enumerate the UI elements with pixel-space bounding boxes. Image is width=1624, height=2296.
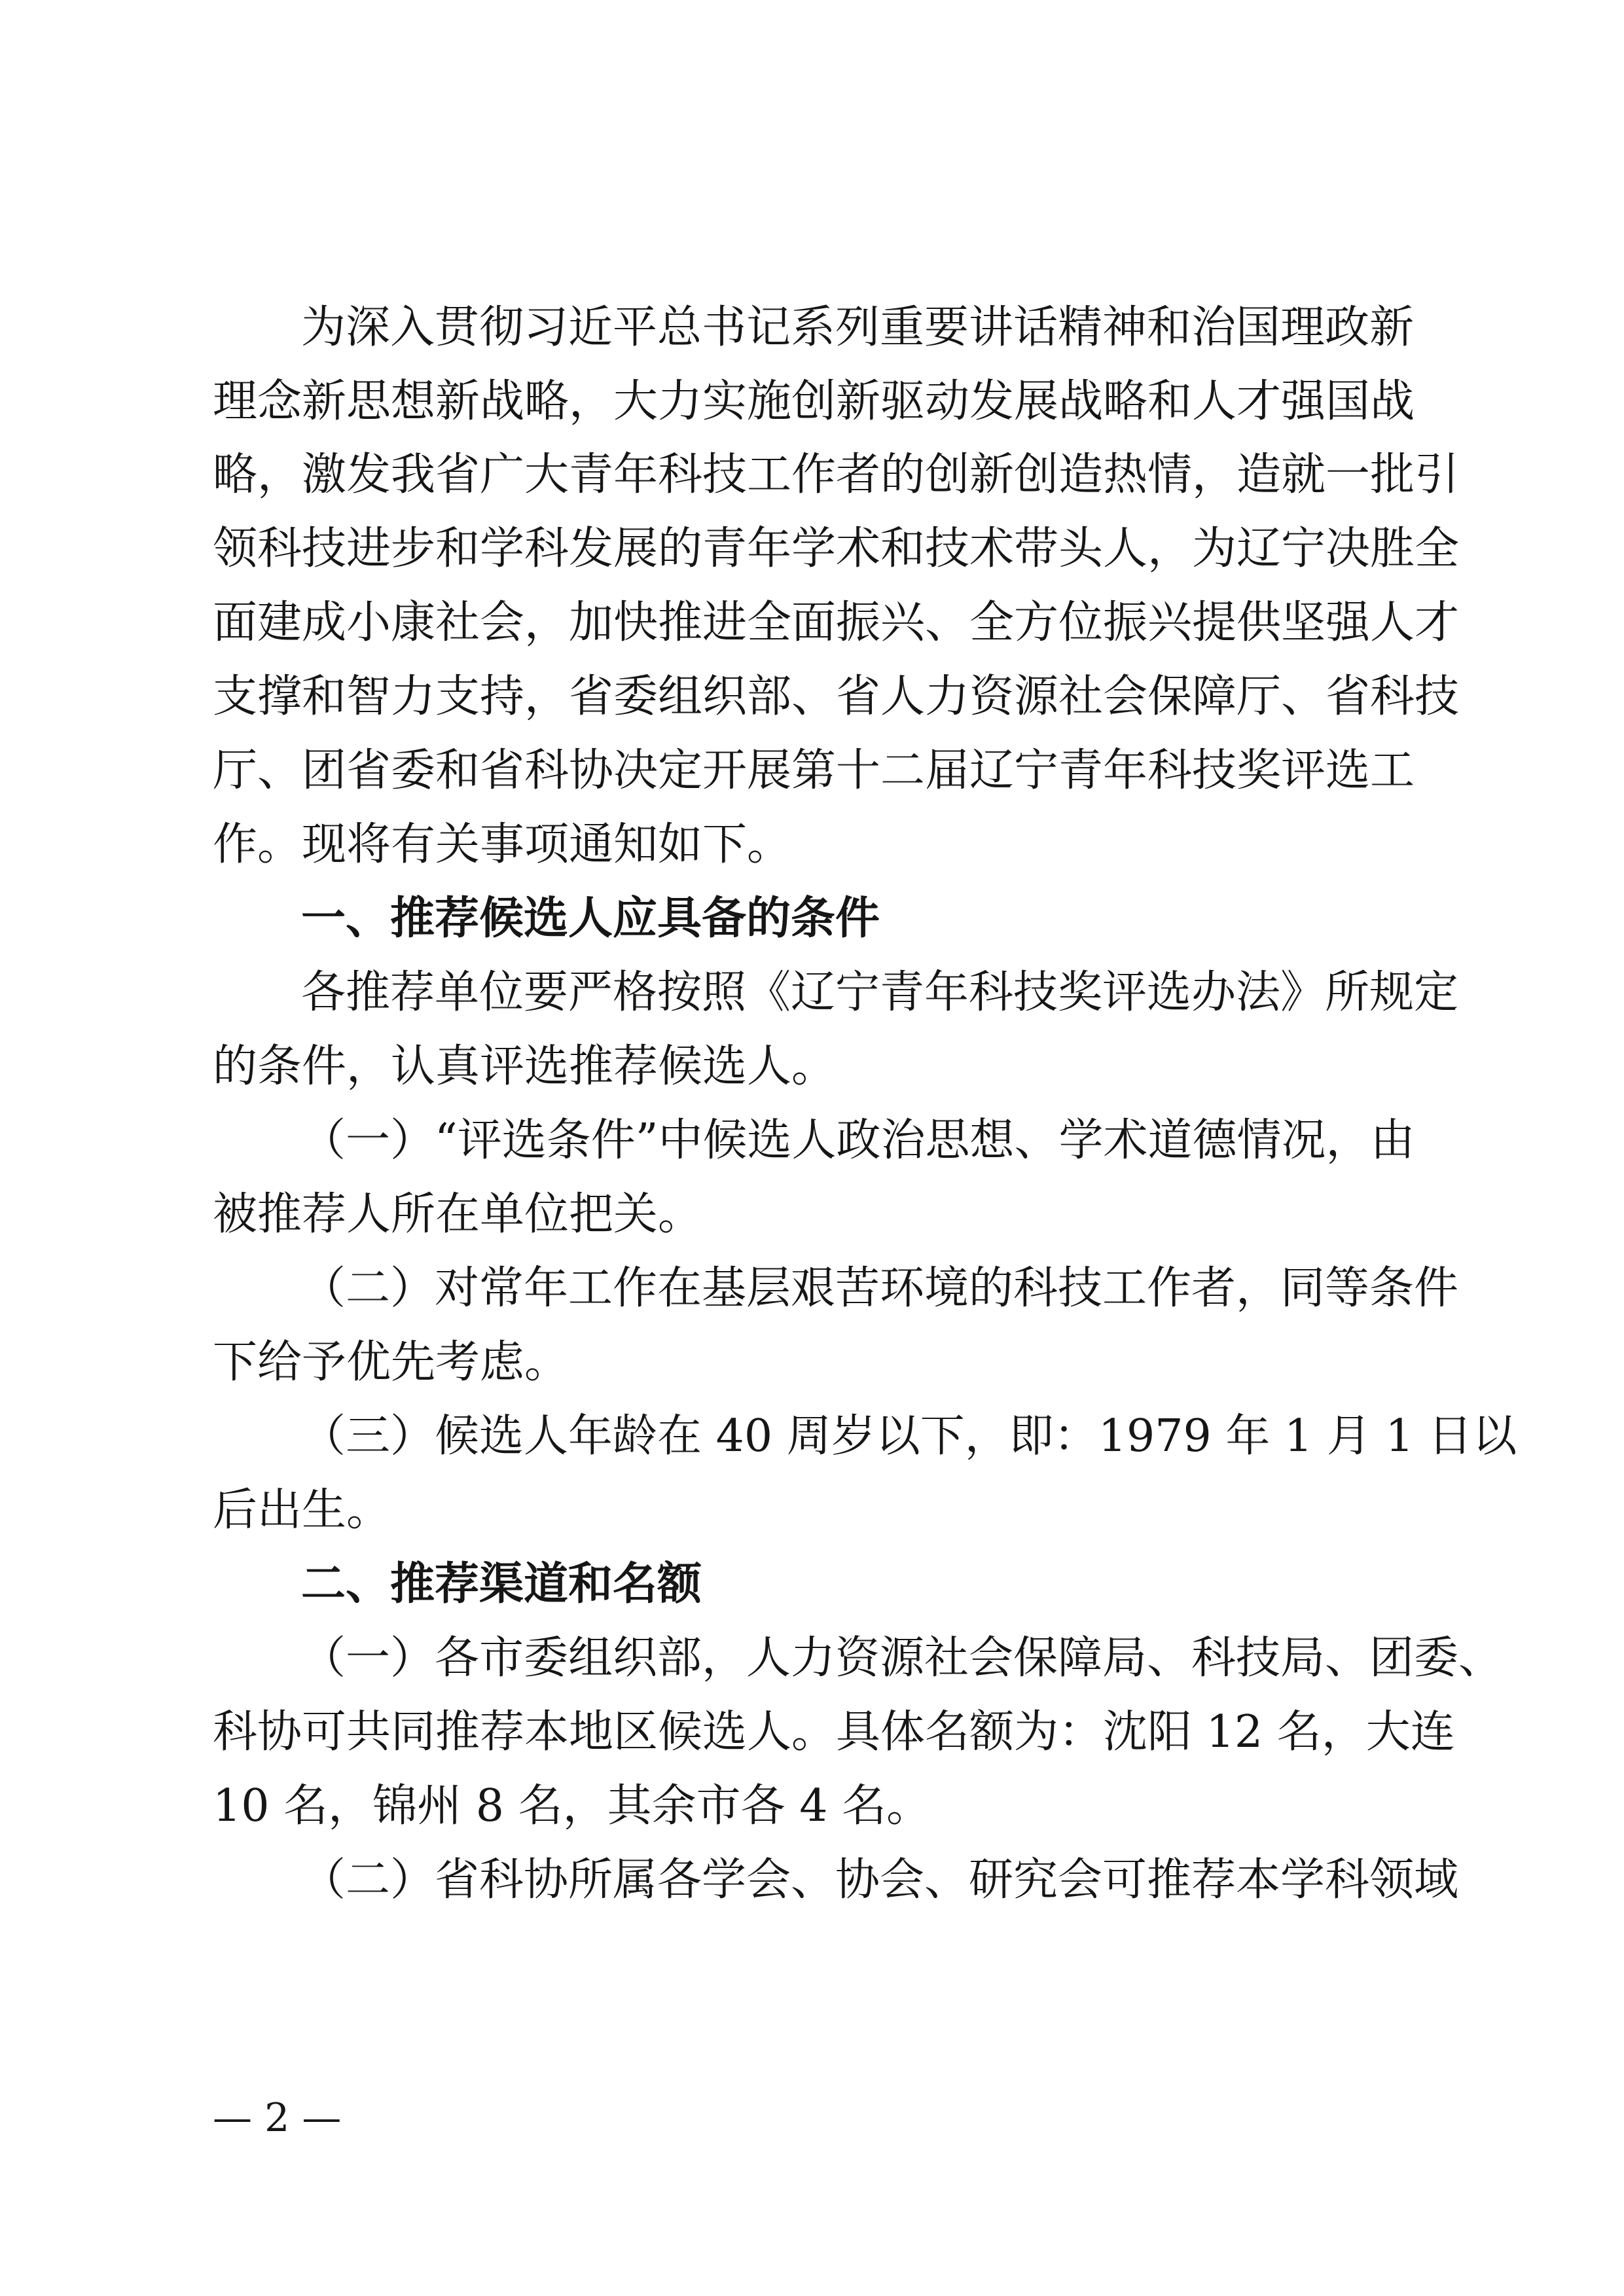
section-heading: 一、推荐候选人应具备的条件 — [301, 893, 880, 944]
body-text-line: 被推荐人所在单位把关。 — [213, 1189, 703, 1240]
body-text-line: 10 名，锦州 8 名，其余市各 4 名。 — [213, 1780, 931, 1832]
body-text-line: （一）各市委组织部，人力资源社会保障局、科技局、团委、 — [301, 1632, 1504, 1684]
body-text-line: 为深入贯彻习近平总书记系列重要讲话精神和治国理政新 — [301, 302, 1415, 353]
body-text-line: 厅、团省委和省科协决定开展第十二届辽宁青年科技奖评选工 — [213, 745, 1415, 797]
body-text-line: 领科技进步和学科发展的青年学术和技术带头人，为辽宁决胜全 — [213, 523, 1460, 575]
body-text-line: 科协可共同推荐本地区候选人。具体名额为：沈阳 12 名，大连 — [213, 1706, 1455, 1758]
body-text-line: 支撑和智力支持，省委组织部、省人力资源社会保障厅、省科技 — [213, 671, 1460, 723]
body-text-line: （三）候选人年龄在 40 周岁以下，即：1979 年 1 月 1 日以 — [301, 1410, 1517, 1462]
body-text-line: 后出生。 — [213, 1484, 391, 1536]
body-text-line: 下给予优先考虑。 — [213, 1336, 569, 1388]
body-text-line: （二）省科协所属各学会、协会、研究会可推荐本学科领域 — [301, 1854, 1459, 1906]
body-text-line: （一）“评选条件”中候选人政治思想、学术道德情况，由 — [301, 1115, 1415, 1166]
page-number: — 2 — — [213, 2095, 342, 2141]
body-text-line: 各推荐单位要严格按照《辽宁青年科技奖评选办法》所规定 — [301, 967, 1459, 1018]
section-heading: 二、推荐渠道和名额 — [301, 1558, 702, 1610]
body-text-line: 理念新思想新战略，大力实施创新驱动发展战略和人才强国战 — [213, 376, 1415, 427]
body-text-line: 面建成小康社会，加快推进全面振兴、全方位振兴提供坚强人才 — [213, 597, 1460, 649]
body-text-line: 略，激发我省广大青年科技工作者的创新创造热情，造就一批引 — [213, 449, 1460, 501]
body-text-line: 作。现将有关事项通知如下。 — [213, 819, 792, 870]
body-text-line: 的条件，认真评选推荐候选人。 — [213, 1041, 837, 1092]
body-text-line: （二）对常年工作在基层艰苦环境的科技工作者，同等条件 — [301, 1263, 1459, 1314]
